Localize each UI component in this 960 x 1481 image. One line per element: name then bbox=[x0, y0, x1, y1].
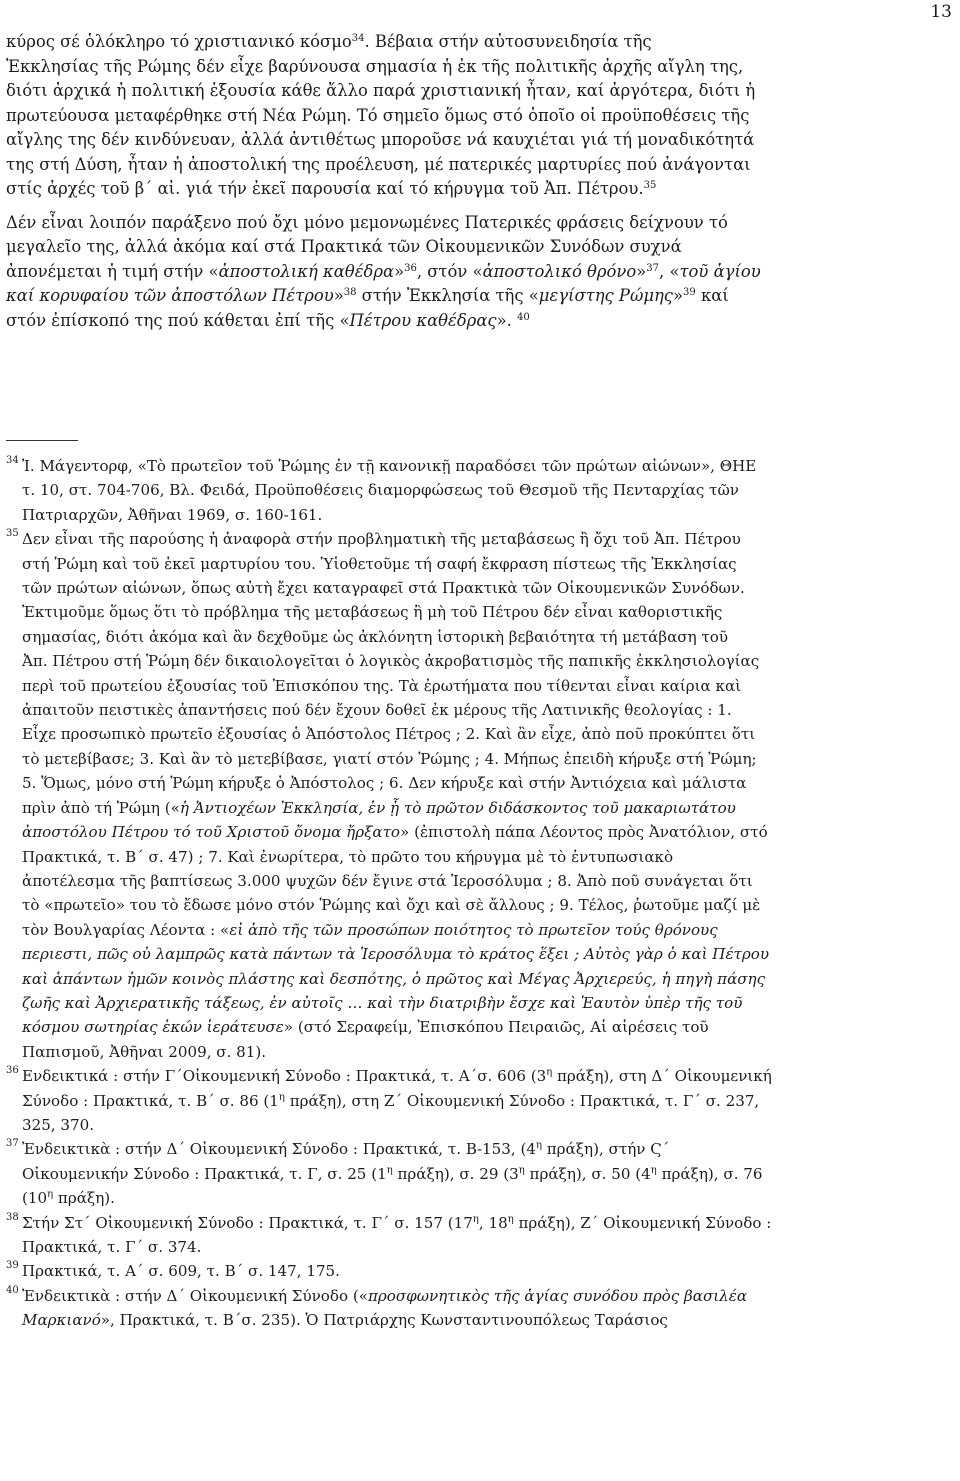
footnote-line: ἀποστόλου Πέτρου τό τοῦ Χριστοῦ ὄνομα ἤρξατο» (ἐπιστολὴ πάπα Λέοντος πρὸς Ἀνατόλιον, στό bbox=[22, 823, 768, 842]
footnote-line: Εἶχε προσωπικὸ πρωτεῖο ἐξουσίας ὁ Ἀπόστολος Πέτρος ; 2. Καὶ ἂν εἶχε, ἀπὸ ποῦ προκύπτει ὅτι bbox=[22, 725, 756, 744]
footnote-line: ($10^\eta$ πράξη). bbox=[22, 1189, 115, 1208]
footnote-line: Ενδεικτικά : στήν Γ΄Οἰκουμενική Σύνοδο : Πρακτικά, τ. Α΄σ. 606 ($3^\eta$ πράξη), στη Δ΄ Οἰκουμενική bbox=[22, 1067, 772, 1086]
footnote-line: περιεστι, πῶς οὐ λαμπρῶς κατὰ πάντων τὰ Ἱεροσόλυμα τὸ κράτος ἕξει ; Αὐτὸς γὰρ ὁ καὶ Πέτρου bbox=[22, 945, 770, 964]
footnote-line: Πατριαρχῶν, Ἀθῆναι 1969, σ. 160-161. bbox=[22, 505, 323, 524]
footnote-line: τ. 10, στ. 704-706, Βλ. Φειδά, Προϋποθέσεις διαμορφώσεως τοῦ Θεσμοῦ τῆς Πενταρχίας τῶν bbox=[22, 481, 739, 500]
footnote-line: τὸ μετεβίβασε; 3. Καὶ ἂν τὸ μετεβίβασε, γιατί στόν Ῥώμης ; 4. Μήπως ἐπειδὴ κήρυξε στή Ῥώμη; bbox=[22, 749, 757, 768]
text-line: κύρος σέ ὁλόκληρο τό χριστιανικό κόσμο$^{34}$. Βέβαια στήν αὐτοσυνειδησία τῆς bbox=[6, 32, 652, 51]
footnote-40 bbox=[6, 1284, 944, 1333]
page-number: 13 bbox=[930, 2, 952, 22]
footnote-line: Στήν Στ΄ Οἰκουμενική Σύνοδο : Πρακτικά, τ. Γ΄ σ. 157 ($17^\eta$, $18^\eta$ πράξη), Ζ΄ Οἰκουμενική Σύνοδο : bbox=[22, 1213, 772, 1232]
footnote-line: ἀποτέλεσμα τῆς βαπτίσεως 3.000 ψυχῶν δέν ἔγινε στά Ἱεροσόλυμα ; 8. Ἀπὸ ποῦ συνάγεται ὅτι bbox=[22, 871, 753, 890]
footnote-line: Σύνοδο : Πρακτικά, τ. Β΄ σ. 86 ($1^\eta$ πράξη), στη Ζ΄ Οἰκουμενική Σύνοδο : Πρακτικά, τ. Γ΄ σ. 237, bbox=[22, 1091, 760, 1110]
text-line: Δέν εἶναι λοιπόν παράξενο πού ὄχι μόνο μεμονωμένες Πατερικές φράσεις δείχνουν τό bbox=[6, 212, 728, 232]
footnote-ref[interactable]: 40 bbox=[517, 311, 530, 323]
footnote-39 bbox=[6, 1259, 944, 1283]
footnote-ref[interactable]: 37 bbox=[646, 262, 660, 274]
footnote-ref[interactable]: 36 bbox=[404, 262, 417, 274]
footnote-ref[interactable]: 34 bbox=[351, 33, 365, 44]
footnote-line: τὸ «πρωτεῖο» του τὸ ἔδωσε μόνο στόν Ῥώμης καὶ ὄχι καὶ σὲ ἄλλους ; 9. Τέλος, ῥωτοῦμε μαζί μὲ bbox=[22, 896, 761, 915]
text-line: στόν ἐπίσκοπό της πού κάθεται ἐπί τῆς «Πέτρου καθέδρας». $^{40}$ bbox=[6, 310, 530, 330]
footnote-line: κόσμου σωτηρίας ἑκών ἱεράτευσε» (στό Σεραφείμ, Ἐπισκόπου Πειραιῶς, Αἱ αἱρέσεις τοῦ bbox=[22, 1018, 709, 1037]
footnote-line: καὶ ἁπάντων ἡμῶν κοινὸς πλάστης καὶ δεσπότης, ὁ πρῶτος καὶ Μέγας Ἀρχιερεύς, ἡ πηγὴ πάσης bbox=[22, 969, 766, 988]
text-line: στίς ἀρχές τοῦ β΄ αἰ. γιά τήν ἐκεῖ παρουσία καί τό κήρυγμα τοῦ Ἀπ. Πέτρου.$^{35}$ bbox=[6, 179, 657, 198]
text-line: αἴγλης της δέν κινδύνευαν, ἀλλά ἀντιθέτως μποροῦσε νά καυχιέται γιά τή μοναδικότητά bbox=[6, 130, 755, 149]
footnote-line: Ἐνδεικτικὰ : στήν Δ΄ Οἰκουμενική Σύνοδο : Πρακτικά, τ. Β-153, ($4^\eta$ πράξη), στήν Ϛ΄ bbox=[22, 1140, 670, 1159]
text-line: καί κορυφαίου τῶν ἀποστόλων Πέτρου»$^{38}$ στήν Ἐκκλησία τῆς «μεγίστης Ρώμης»$^{39}$ καί bbox=[6, 286, 729, 305]
footnote-line: Παπισμοῦ, Ἀθῆναι 2009, σ. 81). bbox=[22, 1042, 267, 1061]
footnote-line: 325, 370. bbox=[22, 1115, 95, 1134]
footnote-line: πρὶν ἀπὸ τή Ῥώμη («ἡ Ἀντιοχέων Ἐκκλησία, ἐν ᾗ τὸ πρῶτον διδάσκοντος τοῦ μακαριωτάτου bbox=[22, 798, 736, 817]
footnote-line: Πρακτικά, τ. Β΄ σ. 47) ; 7. Καὶ ἐνωρίτερα, τὸ πρῶτο του κήρυγμα μὲ τὸ ἐντυπωσιακὸ bbox=[22, 847, 674, 866]
footnote-line: 5. Ὅμως, μόνο στή Ῥώμη κήρυξε ὁ Ἀπόστολος ; 6. Δεν κήρυξε καὶ στήν Ἀντιόχεια καὶ μάλιστα bbox=[22, 774, 747, 793]
footnote-line: Πρακτικά, τ. Γ΄ σ. 374. bbox=[22, 1238, 202, 1256]
footnote-line: σημασίας, διότι ἀκόμα καὶ ἂν δεχθοῦμε ὡς ἀκλόνητη ἱστορικὴ βεβαιότητα τή μετάβαση τοῦ bbox=[22, 627, 729, 646]
footnote-ref[interactable]: 38 bbox=[343, 287, 357, 298]
footnote-line: Ἀπ. Πέτρου στή Ῥώμη δέν δικαιολογεῖται ὁ λογικὸς ἀκροβατισμὸς τῆς παπικῆς ἐκκλησιολογίας bbox=[22, 652, 760, 671]
paragraph-1 bbox=[6, 30, 944, 202]
footnote-line: Ἐνδεικτικὰ : στήν Δ΄ Οἰκουμενική Σύνοδο («προσφωνητικὸς τῆς ἁγίας συνόδου πρὸς βασιλέα bbox=[22, 1286, 748, 1305]
footnote-38 bbox=[6, 1211, 944, 1260]
footnote-separator bbox=[6, 440, 78, 441]
footnote-line: στή Ῥώμη καὶ τοῦ ἐκεῖ μαρτυρίου του. Ὑἱοθετοῦμε τή σαφή ἔκφραση πίστεως τῆς Ἐκκλησίας bbox=[22, 554, 737, 573]
footnote-line: ζωῆς καὶ Ἀρχιερατικῆς τάξεως, ἐν αὐτοῖς … καὶ τὴν διατριβὴν ἔσχε καὶ Ἑαυτὸν ὑπὲρ τῆς τοῦ bbox=[22, 993, 743, 1012]
footnote-line: Ἰ. Μάγεντορφ, «Τὸ πρωτεῖον τοῦ Ῥώμης ἐν τῇ κανονικῇ παραδόσει τῶν πρώτων αἰώνων», ΘΗΕ bbox=[22, 457, 757, 475]
footnote-line: Οἰκουμενικήν Σύνοδο : Πρακτικά, τ. Γ, σ. 25 ($1^\eta$ πράξη), σ. 29 ($3^\eta$ πράξη), σ. 50 ($4^\eta$ πράξη), σ. 76 bbox=[22, 1164, 763, 1183]
text-line: Ἐκκλησίας τῆς Ρώμης δέν εἶχε βαρύνουσα σημασία ἡ ἐκ τῆς πολιτικῆς ἀρχῆς αἴγλη της, bbox=[6, 56, 744, 76]
footnote-number: 37 bbox=[6, 1138, 19, 1150]
text-line: ἀπονέμεται ἡ τιμή στήν «ἀποστολική καθέδρα»$^{36}$, στόν «ἀποστολικό θρόνο»$^{37}$, «τοῦ ἁγίου bbox=[6, 261, 761, 281]
footnote-35 bbox=[6, 527, 944, 1064]
text-line: μεγαλεῖο της, ἀλλά ἀκόμα καί στά Πρακτικά τῶν Οἰκουμενικῶν Συνόδων συχνά bbox=[6, 237, 682, 256]
footnote-number: 36 bbox=[6, 1065, 19, 1077]
footnote-line: Ἐκτιμοῦμε ὅμως ὅτι τὸ πρόβλημα τῆς μεταβάσεως ἢ μὴ τοῦ Πέτρου δέν εἶναι καθοριστικῆς bbox=[22, 603, 723, 622]
main-text bbox=[6, 30, 944, 333]
footnote-number: 38 bbox=[6, 1211, 19, 1223]
footnote-line: περὶ τοῦ πρωτείου ἐξουσίας τοῦ Ἐπισκόπου της. Τὰ ἐρωτήματα που τίθενται εἶναι καίρια καὶ bbox=[22, 676, 742, 695]
footnote-line: Πρακτικά, τ. Α΄ σ. 609, τ. Β΄ σ. 147, 175. bbox=[22, 1262, 340, 1281]
footnote-line: Δεν εἶναι τῆς παρούσης ἡ ἀναφορὰ στήν προβληματικὴ τῆς μεταβάσεως ἢ ὄχι τοῦ Ἀπ. Πέτρου bbox=[22, 530, 741, 549]
footnote-line: ἀπαιτοῦν πειστικὲς ἀπαντήσεις πού δέν ἔχουν δοθεῖ ἐκ μέρους τῆς Λατινικῆς θεολογίας : 1. bbox=[22, 701, 732, 720]
text-line: πρωτεύουσα μεταφέρθηκε στή Νέα Ρώμη. Τό σημεῖο ὅμως στό ὁποῖο οἱ προϋποθέσεις τῆς bbox=[6, 105, 750, 125]
footnote-line: Μαρκιανό», Πρακτικά, τ. Β΄σ. 235). Ὁ Πατριάρχης Κωνσταντινουπόλεως Ταράσιος bbox=[22, 1311, 668, 1330]
text-line: της στή Δύση, ἦταν ἡ ἀποστολική της προέλευση, μέ πατερικές μαρτυρίες πού ἀνάγονται bbox=[6, 154, 751, 174]
footnote-36 bbox=[6, 1064, 944, 1137]
footnote-line: τῶν πρώτων αἰώνων, ὅπως αὐτὴ ἔχει καταγραφεῖ στά Πρακτικὰ τῶν Οἰκουμενικῶν Συνόδων. bbox=[22, 579, 745, 598]
text-line: διότι ἀρχικά ἡ πολιτική ἐξουσία κάθε ἄλλο παρά χριστιανική ἦταν, καί ἀργότερα, διότι ἡ bbox=[6, 81, 756, 100]
footnote-line: τὸν Βουλγαρίας Λέοντα : «εἰ ἀπὸ τῆς τῶν προσώπων ποιότητος τὸ πρωτεῖον τούς θρόνους bbox=[22, 920, 718, 939]
footnote-number: 39 bbox=[6, 1260, 19, 1272]
paragraph-2 bbox=[6, 211, 944, 334]
footnote-number: 34 bbox=[6, 455, 19, 466]
footnote-ref[interactable]: 35 bbox=[643, 180, 657, 191]
footnote-34 bbox=[6, 454, 944, 527]
footnote-number: 40 bbox=[6, 1284, 19, 1296]
footnotes bbox=[6, 454, 944, 1333]
footnote-37 bbox=[6, 1137, 944, 1210]
footnote-ref[interactable]: 39 bbox=[683, 287, 696, 298]
footnote-number: 35 bbox=[6, 528, 19, 540]
